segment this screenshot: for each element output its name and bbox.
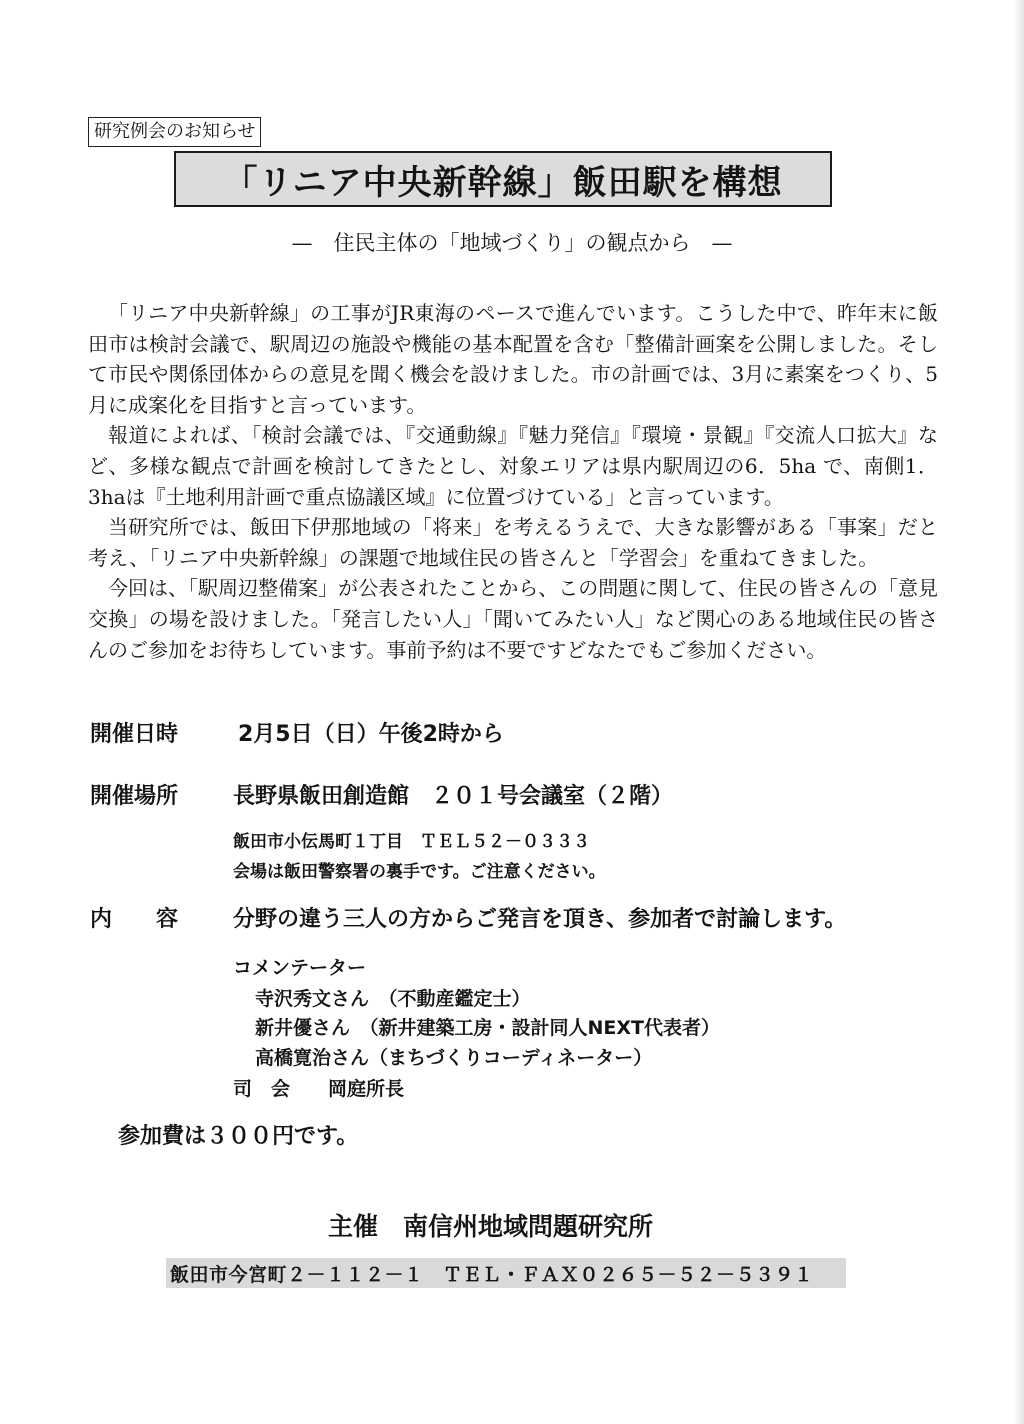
- subtitle: — 住民主体の「地域づくり」の観点から —: [291, 231, 733, 255]
- datetime-value: 2月5日（日）午後2時から: [238, 722, 504, 747]
- organizer-address-bar: [166, 1258, 846, 1288]
- content-value: 分野の違う三人の方からご発言を頂き、参加者で討論します。: [233, 907, 847, 932]
- content-label: 内 容: [90, 907, 179, 932]
- body-paragraph-3: 当研究所では、飯田下伊那地域の「将来」を考えるうえで、大きな影響がある「事案」だと考え、「リニア中央新幹線」の課題で地域住民の皆さんと「学習会」を重ねてきました。: [88, 515, 938, 570]
- body-paragraph-4: 今回は、「駅周辺整備案」が公表されたことから、この問題に関して、住民の皆さんの「意見交換」の場を設けました。「発言したい人」「聞いてみたい人」など関心のある地域住民の皆さんのご参加をお待ちしています。事前予約は不要ですどなたでもご参加ください。: [88, 576, 938, 662]
- organizer: 主催 南信州地域問題研究所: [328, 1212, 654, 1241]
- venue-value: 長野県飯田創造館 ２０１号会議室（２階）: [233, 784, 674, 809]
- organizer-address: 飯田市今宮町２－１１２－１ ＴＥＬ・ＦＡＸ０２６５－５２－５３９１: [170, 1263, 814, 1286]
- title-box: [174, 151, 832, 207]
- venue-address: 飯田市小伝馬町１丁目 ＴＥＬ５２－０３３３: [233, 832, 590, 852]
- commentator-item: 新井優さん （新井建築工房・設計同人NEXT代表者）: [255, 1017, 720, 1039]
- commentator-item: 高橋寛治さん（まちづくりコーディネーター）: [255, 1047, 653, 1069]
- body-paragraph-2: 報道によれば、「検討会議では、『交通動線』『魅力発信』『環境・景観』『交流人口拡大』など、多様な観点で計画を検討してきたとし、対象エリアは県内駅周辺の6．5ha で、南側1．3haは『土地利用計画で重点協議区域』に位置づけている」と言っています。: [88, 423, 938, 509]
- notice-label: 研究例会のお知らせ: [88, 117, 261, 147]
- page-edge-shadow: [1014, 0, 1024, 1424]
- datetime-label: 開催日時: [90, 722, 179, 747]
- body-paragraph-1: 「リニア中央新幹線」の工事がJR東海のペースで進んでいます。こうした中で、昨年末に飯田市は検討会議で、駅周辺の施設や機能の基本配置を含む「整備計画案を公開しました。そして市民や関係団体からの意見を聞く機会を設けました。市の計画では、3月に素案をつくり、5月に成案化を目指すと言っています。: [88, 301, 938, 417]
- commentators-heading: コメンテーター: [233, 957, 367, 979]
- venue-note: 会場は飯田警察署の裏手です。ご注意ください。: [233, 862, 606, 882]
- moderator: 司 会 岡庭所長: [233, 1078, 405, 1100]
- venue-label: 開催場所: [90, 784, 179, 809]
- announcement-body: [88, 298, 938, 665]
- page-title: 「リニア中央新幹線」飯田駅を構想: [223, 162, 783, 203]
- commentator-item: 寺沢秀文さん （不動産鑑定士）: [255, 988, 531, 1010]
- participation-fee: 参加費は３００円です。: [118, 1124, 359, 1149]
